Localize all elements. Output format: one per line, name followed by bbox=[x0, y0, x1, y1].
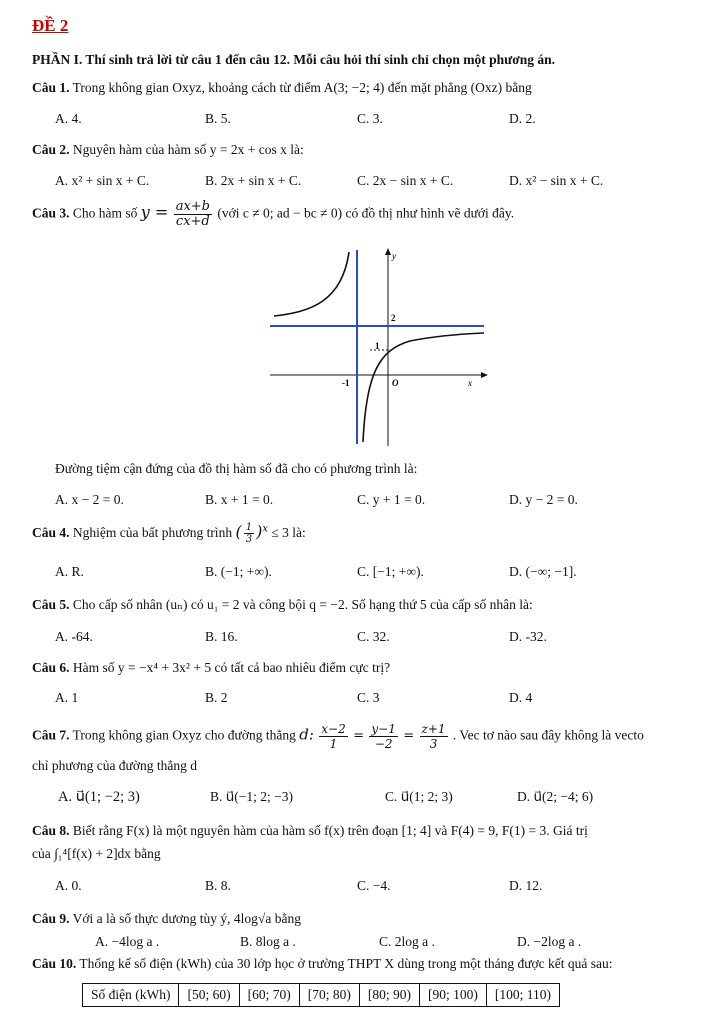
question-4: Câu 4. Nghiệm của bất phương trình ( $\frac{1}{3}$ )$^x$ ≤ 3 là: bbox=[32, 522, 306, 546]
option-a: A. −4log a . bbox=[95, 934, 160, 949]
data-table bbox=[82, 983, 560, 1007]
option-c: C. y + 1 = 0. bbox=[357, 492, 426, 507]
option-a: A. -64. bbox=[55, 629, 93, 644]
option-b: B. u⃗(−1; 2; −3) bbox=[210, 789, 294, 804]
option-d: D. −2log a . bbox=[517, 934, 582, 949]
numerator-y: y−1 bbox=[371, 722, 396, 736]
denominator-z: 3 bbox=[429, 737, 438, 751]
question-suffix: ≤ 3 là: bbox=[271, 525, 306, 540]
question-label: Câu 2. bbox=[32, 142, 70, 157]
option-b: B. 2 bbox=[205, 690, 228, 705]
question-9 bbox=[32, 911, 301, 927]
option-b: B. 5. bbox=[205, 111, 231, 126]
table-cell: [60; 70) bbox=[239, 984, 299, 1007]
numerator-x: x−2 bbox=[321, 722, 346, 736]
origin-label: O bbox=[392, 378, 399, 388]
question-prefix: Trong không gian Oxyz cho đường thẳng bbox=[72, 727, 296, 743]
option-b: B. 8. bbox=[205, 878, 231, 893]
exam-title: ĐỀ 2 bbox=[32, 16, 69, 35]
question-5 bbox=[32, 597, 533, 613]
question-label: Câu 5. bbox=[32, 597, 70, 612]
question-suffix: . Vec tơ nào sau đây không là vecto bbox=[452, 727, 644, 743]
question-2 bbox=[32, 142, 304, 158]
base-fraction bbox=[244, 522, 254, 545]
option-b: B. 8log a . bbox=[240, 934, 296, 949]
function-fraction bbox=[174, 200, 212, 229]
question-label: Câu 10. bbox=[32, 956, 77, 971]
option-c: C. 3 bbox=[357, 690, 380, 705]
option-b: B. x + 1 = 0. bbox=[205, 492, 274, 507]
table-cell: [80; 90) bbox=[359, 984, 419, 1007]
question-text: Với a là số thực dương tùy ý, 4log√a bằng bbox=[72, 911, 301, 926]
question-6 bbox=[32, 660, 390, 676]
table-row bbox=[83, 984, 560, 1007]
option-a: A. R. bbox=[55, 564, 84, 579]
option-d: D. y − 2 = 0. bbox=[509, 492, 578, 507]
question-text: Cho cấp số nhân (uₙ) có u₁ = 2 và công bội q = −2. Số hạng thứ 5 của cấp số nhân là: bbox=[72, 597, 533, 612]
question-prefix: Nghiệm của bất phương trình bbox=[72, 525, 233, 540]
v-asymptote-label: -1 bbox=[342, 378, 350, 388]
question-label: Câu 8. bbox=[32, 823, 70, 838]
option-c: C. −4. bbox=[357, 878, 391, 893]
table-cell: [70; 80) bbox=[299, 984, 359, 1007]
part-heading: PHẦN I. Thí sinh trả lời từ câu 1 đến câu 12. Mỗi câu hỏi thí sinh chỉ chọn một phương án. bbox=[32, 52, 555, 67]
option-a: A. x − 2 = 0. bbox=[55, 492, 124, 507]
question-text: Biết rằng F(x) là một nguyên hàm của hàm số f(x) trên đoạn [1; 4] và F(4) = 9, F(1) = 3. Giá trị bbox=[72, 823, 588, 838]
option-c: C. 2x − sin x + C. bbox=[357, 173, 454, 188]
option-d: D. (−∞; −1]. bbox=[509, 564, 577, 579]
option-d: D. 2. bbox=[509, 111, 536, 126]
question-label: Câu 1. bbox=[32, 80, 70, 95]
question-condition: (với c ≠ 0; ad − bc ≠ 0) có đồ thị như hình vẽ dưới đây. bbox=[217, 205, 515, 221]
option-c: C. 32. bbox=[357, 629, 390, 644]
option-a: A. 4. bbox=[55, 111, 82, 126]
x-axis-arrow-icon bbox=[481, 372, 488, 378]
option-d: D. u⃗(2; −4; 6) bbox=[517, 789, 594, 804]
question-10 bbox=[32, 956, 613, 972]
question-text: Thống kế số điện (kWh) của 30 lớp học ở trường THPT X dùng trong một tháng được kết quả sau: bbox=[79, 956, 613, 971]
denominator-x: 1 bbox=[329, 737, 338, 751]
fraction-denominator: cx+d bbox=[175, 214, 210, 229]
question-8-line2: của ∫₁⁴[f(x) + 2]dx bằng bbox=[32, 846, 161, 861]
line-name: d: bbox=[299, 725, 314, 744]
base-denominator: 3 bbox=[245, 534, 253, 546]
y-axis-label: y bbox=[392, 251, 396, 261]
option-b: B. 16. bbox=[205, 629, 238, 644]
exponent: x bbox=[262, 523, 268, 535]
option-b: B. (−1; +∞). bbox=[205, 564, 272, 579]
fraction-z bbox=[420, 722, 448, 751]
option-d: D. 12. bbox=[509, 878, 543, 893]
question-text: Nguyên hàm của hàm số y = 2x + cos x là: bbox=[72, 142, 304, 157]
question-1 bbox=[32, 80, 532, 96]
numerator-z: z+1 bbox=[421, 722, 446, 736]
base-numerator: 1 bbox=[245, 522, 253, 534]
question-3-sub: Đường tiệm cận đứng của đồ thị hàm số đã cho có phương trình là: bbox=[55, 461, 418, 476]
denominator-y: −2 bbox=[374, 737, 393, 751]
table-cell: [90; 100) bbox=[419, 984, 486, 1007]
option-a: A. x² + sin x + C. bbox=[55, 173, 150, 188]
option-a: A. 0. bbox=[55, 878, 82, 893]
option-d: D. x² − sin x + C. bbox=[509, 173, 604, 188]
option-c: C. [−1; +∞). bbox=[357, 564, 424, 579]
option-d: D. -32. bbox=[509, 629, 547, 644]
fraction-numerator: ax+b bbox=[175, 199, 210, 214]
option-c: C. u⃗(1; 2; 3) bbox=[385, 789, 453, 804]
function-graph bbox=[270, 246, 490, 448]
question-prefix: Cho hàm số bbox=[72, 205, 138, 221]
question-7-line2: chỉ phương của đường thẳng d bbox=[32, 758, 198, 773]
question-label: Câu 3. bbox=[32, 205, 70, 221]
fraction-y bbox=[369, 722, 397, 751]
question-label: Câu 6. bbox=[32, 660, 70, 675]
table-cell: [50; 60) bbox=[179, 984, 239, 1007]
function-y: y = bbox=[140, 202, 169, 222]
question-label: Câu 9. bbox=[32, 911, 70, 926]
option-a: A. u⃗(1; −2; 3) bbox=[58, 789, 140, 805]
question-3 bbox=[32, 200, 514, 229]
option-c: C. 2log a . bbox=[379, 934, 435, 949]
x-axis-label: x bbox=[468, 378, 472, 388]
option-d: D. 4 bbox=[509, 690, 533, 705]
question-label: Câu 4. bbox=[32, 525, 70, 540]
y-intercept-label: 1 bbox=[375, 341, 380, 351]
question-label: Câu 7. bbox=[32, 727, 70, 743]
option-c: C. 3. bbox=[357, 111, 383, 126]
question-8 bbox=[32, 823, 588, 839]
fraction-x bbox=[319, 722, 347, 751]
graph-right-branch bbox=[363, 333, 484, 442]
option-a: A. 1 bbox=[55, 690, 79, 705]
table-cell: Số điện (kWh) bbox=[83, 984, 179, 1007]
question-text: Trong không gian Oxyz, khoảng cách từ điểm A(3; −2; 4) đến mặt phẳng (Oxz) bằng bbox=[72, 80, 532, 95]
option-b: B. 2x + sin x + C. bbox=[205, 173, 302, 188]
question-7: Câu 7. Trong không gian Oxyz cho đường thẳng d: $\frac{x-2}{1}$ = $\frac{y-1}{-2}$ = $\frac{z+1}{3}$ . Vec tơ nào sau đây không là vecto bbox=[32, 722, 644, 751]
question-text: Hàm số y = −x⁴ + 3x² + 5 có tất cả bao nhiêu điểm cực trị? bbox=[72, 660, 391, 675]
h-asymptote-label: 2 bbox=[391, 313, 396, 323]
graph-left-branch bbox=[274, 252, 349, 316]
table-cell: [100; 110) bbox=[486, 984, 559, 1007]
y-axis-arrow-icon bbox=[385, 248, 391, 255]
